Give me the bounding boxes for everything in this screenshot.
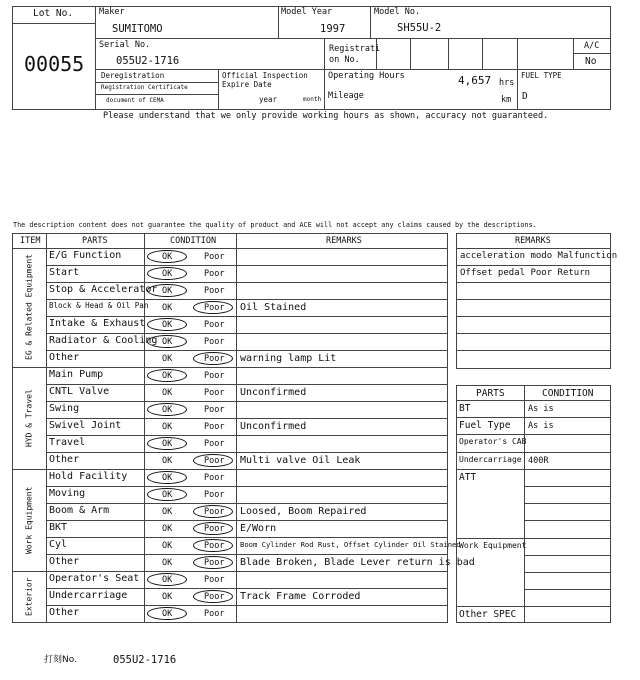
maker-value: SUMITOMO (112, 23, 163, 35)
ac-label: A/C (584, 41, 600, 51)
part-name: Intake & Exhaust (49, 318, 146, 329)
part-name: BKT (49, 522, 68, 533)
item-group-label: Work Equipment (24, 486, 34, 554)
pc-part-name: Fuel Type (459, 420, 511, 431)
hrs-label: hrs (499, 78, 515, 88)
row-divider (46, 588, 448, 589)
ok-option: OK (162, 337, 173, 347)
ok-option: OK (162, 371, 173, 381)
poor-option: Poor (204, 490, 225, 500)
hours-note: Please understand that we only provide working hours as shown, accuracy not guaranteed. (103, 111, 549, 121)
row-divider (46, 401, 448, 402)
ok-circle (147, 607, 187, 620)
poor-option: Poor (204, 524, 225, 534)
registration-label: Registrati on No. (329, 44, 381, 65)
remark-text: Multi valve Oil Leak (240, 455, 361, 466)
poor-circle (193, 454, 233, 467)
poor-option: Poor (204, 473, 225, 483)
operating-hours-label: Operating Hours (328, 71, 405, 81)
model-no-value: SH55U-2 (397, 22, 442, 34)
remarks-divider (456, 265, 611, 266)
poor-option: Poor (204, 269, 225, 279)
row-divider (46, 605, 448, 606)
deregistration-label: Deregistration (101, 71, 165, 80)
row-divider (46, 265, 448, 266)
model-year-label: Model Year (281, 7, 333, 17)
ok-option: OK (162, 524, 173, 534)
remark-text: Unconfirmed (240, 421, 307, 432)
stamp-value: 055U2-1716 (113, 654, 177, 666)
ok-option: OK (162, 388, 173, 398)
pc-cond-divider (524, 434, 611, 435)
row-divider (46, 537, 448, 538)
pc-condition-value: As is (528, 404, 554, 414)
poor-option: Poor (204, 575, 225, 585)
poor-option: Poor (204, 286, 225, 296)
ok-option: OK (162, 592, 173, 602)
poor-circle (193, 352, 233, 365)
poor-option: Poor (204, 354, 225, 364)
group-divider (12, 469, 448, 470)
part-name: Operator's Seat (49, 573, 140, 584)
ok-option: OK (162, 507, 173, 517)
ok-option: OK (162, 541, 173, 551)
ok-option: OK (162, 405, 173, 415)
pc-cond-divider (524, 572, 611, 573)
row-divider (46, 299, 448, 300)
pc-cond-divider (524, 520, 611, 521)
lot-label: Lot No. (33, 8, 74, 19)
year-label: year (259, 95, 278, 104)
poor-option: Poor (204, 337, 225, 347)
remark-text: Oil Stained (240, 302, 307, 313)
remark-text: Unconfirmed (240, 387, 307, 398)
group-divider (12, 571, 448, 572)
item-group-label: HYD & Travel (24, 389, 34, 447)
part-name: Other (49, 607, 80, 618)
poor-option: Poor (204, 592, 225, 602)
remarks-header: REMARKS (326, 236, 362, 246)
ok-option: OK (162, 303, 173, 313)
remark-text: E/Worn (240, 523, 277, 534)
part-name: CNTL Valve (49, 386, 110, 397)
poor-option: Poor (204, 303, 225, 313)
ok-option: OK (162, 354, 173, 364)
ok-circle (147, 267, 187, 280)
row-divider (46, 435, 448, 436)
lot-number: 00055 (24, 52, 85, 76)
disclaimer: The description content does not guarantee the quality of product and ACE will not accept any claims caused by the descriptions. (13, 221, 537, 229)
serial-label: Serial No. (99, 40, 151, 50)
row-divider (46, 554, 448, 555)
part-name: Undercarriage (49, 590, 128, 601)
row-divider (46, 418, 448, 419)
inspection-expire-label: Official Inspection Expire Date (222, 71, 308, 89)
ok-circle (147, 471, 187, 484)
maker-label: Maker (99, 7, 125, 17)
ok-option: OK (162, 575, 173, 585)
poor-option: Poor (204, 320, 225, 330)
poor-option: Poor (204, 405, 225, 415)
part-name: Stop & Accelerator (49, 284, 158, 295)
poor-option: Poor (204, 456, 225, 466)
part-name: Other (49, 556, 80, 567)
part-name: Other (49, 352, 80, 363)
km-label: km (501, 95, 512, 105)
pc-cond-divider (524, 606, 611, 607)
row-divider (46, 282, 448, 283)
row-divider (46, 486, 448, 487)
pc-part-name: Work Equipment (459, 541, 527, 550)
month-label: month (303, 96, 322, 103)
poor-circle (193, 539, 233, 552)
remarks-divider (456, 282, 611, 283)
pc-parts-header: PARTS (476, 388, 505, 399)
pc-part-name: Undercarriage (459, 455, 522, 464)
pc-cond-divider (524, 469, 611, 470)
part-name: Swivel Joint (49, 420, 122, 431)
cema-document-label: document of CEMA (106, 97, 164, 104)
ok-option: OK (162, 422, 173, 432)
part-name: Start (49, 267, 80, 278)
pc-cond-divider (524, 417, 611, 418)
model-no-label: Model No. (374, 7, 421, 17)
poor-option: Poor (204, 371, 225, 381)
poor-circle (193, 301, 233, 314)
remark-text: warning lamp Lit (240, 353, 337, 364)
ok-circle (147, 335, 187, 348)
pc-cond-divider (524, 589, 611, 590)
ok-option: OK (162, 456, 173, 466)
row-divider (46, 520, 448, 521)
ok-circle (147, 437, 187, 450)
registration-certificate-label: Registration Certificate (101, 84, 188, 91)
ok-option: OK (162, 286, 173, 296)
poor-option: Poor (204, 558, 225, 568)
poor-circle (193, 522, 233, 535)
poor-option: Poor (204, 252, 225, 262)
part-name: Swing (49, 403, 80, 414)
poor-option: Poor (204, 541, 225, 551)
row-divider (46, 503, 448, 504)
pc-cond-divider (524, 486, 611, 487)
model-year-value: 1997 (320, 23, 346, 35)
pc-part-name: ATT (459, 472, 477, 483)
ok-option: OK (162, 269, 173, 279)
ok-option: OK (162, 252, 173, 262)
ok-circle (147, 318, 187, 331)
poor-option: Poor (204, 439, 225, 449)
remarks-box-header: REMARKS (515, 236, 551, 246)
ok-circle (147, 369, 187, 382)
mileage-label: Mileage (328, 91, 364, 101)
pc-condition-header: CONDITION (542, 388, 594, 399)
part-name: Cyl (49, 539, 68, 550)
pc-cond-divider (524, 538, 611, 539)
poor-circle (193, 590, 233, 603)
ok-option: OK (162, 490, 173, 500)
part-name: E/G Function (49, 250, 122, 261)
part-name: Main Pump (49, 369, 104, 380)
pc-part-name: Other SPEC (459, 609, 517, 620)
poor-option: Poor (204, 422, 225, 432)
ac-value: No (585, 56, 597, 67)
poor-circle (193, 505, 233, 518)
group-divider (12, 367, 448, 368)
ok-option: OK (162, 439, 173, 449)
item-group-label: Exterior (24, 577, 34, 616)
remarks-divider (456, 299, 611, 300)
pc-cond-divider (524, 555, 611, 556)
operating-hours-value: 4,657 (458, 74, 492, 87)
row-divider (46, 316, 448, 317)
ok-option: OK (162, 558, 173, 568)
pc-cond-divider (524, 452, 611, 453)
pc-part-name: BT (459, 403, 471, 414)
remark-text: Loosed, Boom Repaired (240, 506, 367, 517)
ok-circle (147, 250, 187, 263)
ok-option: OK (162, 473, 173, 483)
ok-circle (147, 403, 187, 416)
row-divider (46, 452, 448, 453)
serial-value: 055U2-1716 (116, 55, 180, 67)
part-name: Other (49, 454, 80, 465)
item-header: ITEM (20, 236, 41, 246)
part-name: Moving (49, 488, 86, 499)
pc-condition-value: As is (528, 421, 554, 431)
ok-circle (147, 573, 187, 586)
fuel-type-label: FUEL TYPE (521, 71, 562, 80)
part-name: Radiator & Cooling (49, 335, 158, 346)
row-divider (46, 333, 448, 334)
remark-text: Boom Cylinder Rod Rust, Offset Cylinder Oil Stained (240, 540, 461, 549)
part-name: Travel (49, 437, 86, 448)
remarks-line: Offset pedal Poor Return (460, 268, 591, 278)
part-name: Hold Facility (49, 471, 128, 482)
pc-cond-divider (524, 503, 611, 504)
remarks-line: acceleration modo Malfunction (460, 251, 618, 261)
part-name: Boom & Arm (49, 505, 110, 516)
poor-circle (193, 556, 233, 569)
fuel-type-value: D (522, 91, 528, 102)
condition-header: CONDITION (170, 236, 217, 246)
pc-condition-value: 400R (528, 456, 549, 466)
poor-option: Poor (204, 388, 225, 398)
stamp-label: 打刻No. (44, 655, 77, 665)
poor-option: Poor (204, 507, 225, 517)
ok-circle (147, 488, 187, 501)
remarks-divider (456, 350, 611, 351)
remark-text: Track Frame Corroded (240, 591, 361, 602)
ok-circle (147, 284, 187, 297)
part-name: Block & Head & Oil Pan (49, 301, 149, 310)
remark-text: Blade Broken, Blade Lever return is bad (240, 557, 475, 568)
ok-option: OK (162, 609, 173, 619)
row-divider (46, 384, 448, 385)
poor-option: Poor (204, 609, 225, 619)
parts-header: PARTS (82, 236, 108, 246)
row-divider (46, 350, 448, 351)
remarks-divider (456, 316, 611, 317)
item-group-label: EG & Related Equipment (24, 254, 34, 361)
remarks-divider (456, 333, 611, 334)
ok-option: OK (162, 320, 173, 330)
pc-part-name: Operator's CAB (459, 437, 527, 446)
